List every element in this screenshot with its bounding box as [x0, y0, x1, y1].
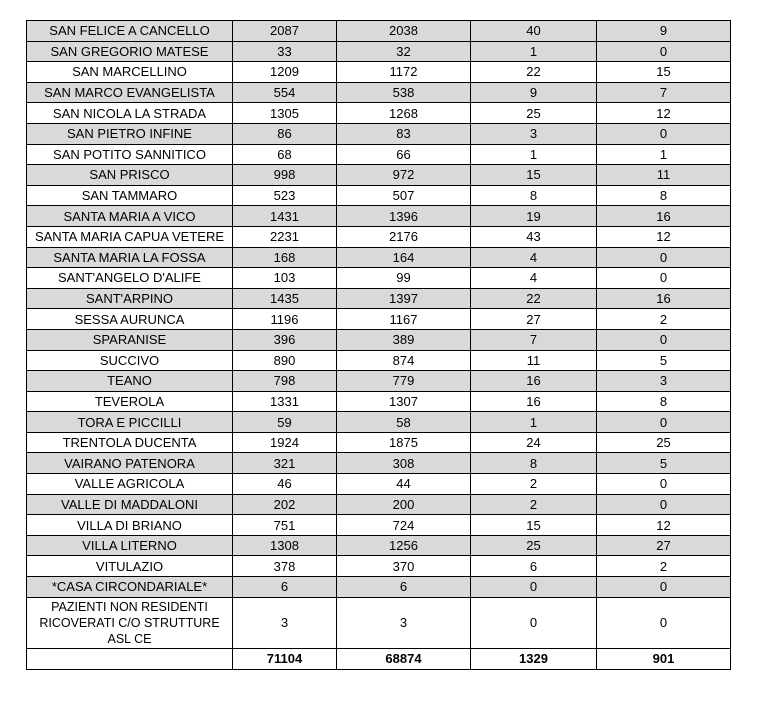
municipality-cell: SANTA MARIA A VICO	[27, 206, 233, 227]
municipality-cell: SAN GREGORIO MATESE	[27, 41, 233, 62]
value-cell-1: 202	[233, 494, 337, 515]
value-cell-1: 168	[233, 247, 337, 268]
value-cell-3: 6	[471, 556, 597, 577]
value-cell-3: 2	[471, 474, 597, 495]
value-cell-4: 3	[597, 371, 731, 392]
value-cell-4: 0	[597, 474, 731, 495]
value-cell-1: 46	[233, 474, 337, 495]
value-cell-3: 15	[471, 165, 597, 186]
value-cell-1: 378	[233, 556, 337, 577]
value-cell-1: 59	[233, 412, 337, 433]
value-cell-2: 389	[337, 329, 471, 350]
value-cell-3: 9	[471, 82, 597, 103]
value-cell-4: 25	[597, 432, 731, 453]
table-row	[27, 103, 731, 124]
table-row	[27, 474, 731, 495]
municipality-cell: SAN NICOLA LA STRADA	[27, 103, 233, 124]
value-cell-3: 1	[471, 41, 597, 62]
value-cell-2: 1396	[337, 206, 471, 227]
value-cell-2: 1256	[337, 535, 471, 556]
value-cell-4: 12	[597, 226, 731, 247]
municipality-cell: SAN MARCO EVANGELISTA	[27, 82, 233, 103]
total-value-cell-4: 901	[597, 648, 731, 669]
value-cell-3: 0	[471, 597, 597, 648]
table-row	[27, 412, 731, 433]
value-cell-4: 27	[597, 535, 731, 556]
value-cell-4: 16	[597, 206, 731, 227]
value-cell-1: 1435	[233, 288, 337, 309]
total-value-cell-2: 68874	[337, 648, 471, 669]
value-cell-3: 16	[471, 391, 597, 412]
table-row	[27, 350, 731, 371]
value-cell-3: 4	[471, 268, 597, 289]
table-row	[27, 226, 731, 247]
value-cell-1: 3	[233, 597, 337, 648]
value-cell-2: 58	[337, 412, 471, 433]
municipality-cell: SANT'ANGELO D'ALIFE	[27, 268, 233, 289]
municipality-cell: SAN PIETRO INFINE	[27, 123, 233, 144]
table-row	[27, 309, 731, 330]
total-value-cell-3: 1329	[471, 648, 597, 669]
value-cell-4: 12	[597, 103, 731, 124]
table-row	[27, 371, 731, 392]
value-cell-2: 874	[337, 350, 471, 371]
value-cell-2: 83	[337, 123, 471, 144]
value-cell-3: 1	[471, 144, 597, 165]
value-cell-4: 5	[597, 453, 731, 474]
table-row	[27, 206, 731, 227]
municipality-cell: VITULAZIO	[27, 556, 233, 577]
value-cell-3: 22	[471, 288, 597, 309]
value-cell-3: 4	[471, 247, 597, 268]
value-cell-1: 6	[233, 577, 337, 598]
value-cell-2: 66	[337, 144, 471, 165]
value-cell-4: 0	[597, 597, 731, 648]
total-row	[27, 648, 731, 669]
value-cell-2: 200	[337, 494, 471, 515]
municipality-cell: SANTA MARIA LA FOSSA	[27, 247, 233, 268]
value-cell-1: 1331	[233, 391, 337, 412]
value-cell-2: 370	[337, 556, 471, 577]
value-cell-4: 0	[597, 123, 731, 144]
value-cell-2: 1167	[337, 309, 471, 330]
value-cell-1: 33	[233, 41, 337, 62]
table-body	[27, 21, 731, 670]
table-row	[27, 494, 731, 515]
value-cell-3: 40	[471, 21, 597, 42]
municipality-cell: VILLA DI BRIANO	[27, 515, 233, 536]
value-cell-2: 1875	[337, 432, 471, 453]
municipality-cell: TEVEROLA	[27, 391, 233, 412]
value-cell-1: 1431	[233, 206, 337, 227]
value-cell-3: 11	[471, 350, 597, 371]
value-cell-3: 27	[471, 309, 597, 330]
table-row	[27, 62, 731, 83]
value-cell-1: 68	[233, 144, 337, 165]
value-cell-2: 99	[337, 268, 471, 289]
value-cell-1: 86	[233, 123, 337, 144]
table-row	[27, 41, 731, 62]
municipality-cell: VILLA LITERNO	[27, 535, 233, 556]
value-cell-3: 16	[471, 371, 597, 392]
value-cell-4: 0	[597, 329, 731, 350]
value-cell-2: 724	[337, 515, 471, 536]
municipality-cell: SANTA MARIA CAPUA VETERE	[27, 226, 233, 247]
value-cell-4: 16	[597, 288, 731, 309]
table-row	[27, 123, 731, 144]
table-row	[27, 144, 731, 165]
table-row	[27, 391, 731, 412]
municipality-cell: VALLE DI MADDALONI	[27, 494, 233, 515]
value-cell-3: 43	[471, 226, 597, 247]
value-cell-4: 0	[597, 577, 731, 598]
municipality-cell: PAZIENTI NON RESIDENTI RICOVERATI C/O STRUTTURE ASL CE	[27, 597, 233, 648]
value-cell-4: 8	[597, 185, 731, 206]
value-cell-2: 972	[337, 165, 471, 186]
table-row	[27, 21, 731, 42]
value-cell-3: 15	[471, 515, 597, 536]
value-cell-2: 32	[337, 41, 471, 62]
value-cell-2: 1397	[337, 288, 471, 309]
value-cell-2: 1172	[337, 62, 471, 83]
value-cell-4: 0	[597, 268, 731, 289]
table-row	[27, 556, 731, 577]
value-cell-2: 779	[337, 371, 471, 392]
total-value-cell-1: 71104	[233, 648, 337, 669]
value-cell-3: 24	[471, 432, 597, 453]
municipality-cell: SAN FELICE A CANCELLO	[27, 21, 233, 42]
value-cell-1: 103	[233, 268, 337, 289]
value-cell-2: 1268	[337, 103, 471, 124]
value-cell-1: 1308	[233, 535, 337, 556]
value-cell-3: 25	[471, 535, 597, 556]
table-row	[27, 268, 731, 289]
table-row	[27, 185, 731, 206]
value-cell-4: 9	[597, 21, 731, 42]
table-row	[27, 82, 731, 103]
municipality-cell: TEANO	[27, 371, 233, 392]
value-cell-2: 164	[337, 247, 471, 268]
value-cell-2: 507	[337, 185, 471, 206]
value-cell-2: 44	[337, 474, 471, 495]
value-cell-2: 1307	[337, 391, 471, 412]
table-row	[27, 432, 731, 453]
value-cell-4: 1	[597, 144, 731, 165]
value-cell-3: 2	[471, 494, 597, 515]
value-cell-3: 1	[471, 412, 597, 433]
value-cell-1: 998	[233, 165, 337, 186]
value-cell-2: 2038	[337, 21, 471, 42]
value-cell-1: 1209	[233, 62, 337, 83]
value-cell-1: 554	[233, 82, 337, 103]
value-cell-2: 538	[337, 82, 471, 103]
value-cell-4: 2	[597, 556, 731, 577]
value-cell-2: 308	[337, 453, 471, 474]
value-cell-4: 0	[597, 494, 731, 515]
municipality-cell: SUCCIVO	[27, 350, 233, 371]
value-cell-3: 3	[471, 123, 597, 144]
table-row	[27, 515, 731, 536]
municipality-cell: TORA E PICCILLI	[27, 412, 233, 433]
table-row	[27, 453, 731, 474]
municipality-cell: SAN MARCELLINO	[27, 62, 233, 83]
covid-municipality-table	[26, 20, 731, 670]
total-label-cell	[27, 648, 233, 669]
municipality-cell: SANT'ARPINO	[27, 288, 233, 309]
value-cell-1: 2087	[233, 21, 337, 42]
value-cell-1: 396	[233, 329, 337, 350]
table-row	[27, 535, 731, 556]
value-cell-1: 1305	[233, 103, 337, 124]
value-cell-1: 1924	[233, 432, 337, 453]
value-cell-4: 15	[597, 62, 731, 83]
value-cell-3: 0	[471, 577, 597, 598]
value-cell-4: 11	[597, 165, 731, 186]
value-cell-2: 3	[337, 597, 471, 648]
value-cell-2: 2176	[337, 226, 471, 247]
value-cell-1: 321	[233, 453, 337, 474]
value-cell-3: 8	[471, 453, 597, 474]
value-cell-1: 798	[233, 371, 337, 392]
value-cell-4: 7	[597, 82, 731, 103]
table-row	[27, 577, 731, 598]
municipality-cell: SESSA AURUNCA	[27, 309, 233, 330]
municipality-cell: *CASA CIRCONDARIALE*	[27, 577, 233, 598]
value-cell-4: 8	[597, 391, 731, 412]
value-cell-1: 2231	[233, 226, 337, 247]
municipality-cell: VALLE AGRICOLA	[27, 474, 233, 495]
value-cell-3: 19	[471, 206, 597, 227]
value-cell-1: 890	[233, 350, 337, 371]
table-row	[27, 329, 731, 350]
value-cell-4: 0	[597, 412, 731, 433]
value-cell-4: 0	[597, 41, 731, 62]
table-row	[27, 597, 731, 648]
value-cell-3: 8	[471, 185, 597, 206]
table-row	[27, 165, 731, 186]
table-row	[27, 247, 731, 268]
value-cell-1: 751	[233, 515, 337, 536]
municipality-cell: VAIRANO PATENORA	[27, 453, 233, 474]
value-cell-3: 22	[471, 62, 597, 83]
value-cell-4: 5	[597, 350, 731, 371]
value-cell-4: 2	[597, 309, 731, 330]
value-cell-1: 1196	[233, 309, 337, 330]
value-cell-4: 0	[597, 247, 731, 268]
table-row	[27, 288, 731, 309]
municipality-cell: TRENTOLA DUCENTA	[27, 432, 233, 453]
municipality-cell: SAN TAMMARO	[27, 185, 233, 206]
value-cell-1: 523	[233, 185, 337, 206]
municipality-cell: SAN POTITO SANNITICO	[27, 144, 233, 165]
municipality-cell: SAN PRISCO	[27, 165, 233, 186]
value-cell-3: 25	[471, 103, 597, 124]
value-cell-4: 12	[597, 515, 731, 536]
value-cell-2: 6	[337, 577, 471, 598]
value-cell-3: 7	[471, 329, 597, 350]
municipality-cell: SPARANISE	[27, 329, 233, 350]
